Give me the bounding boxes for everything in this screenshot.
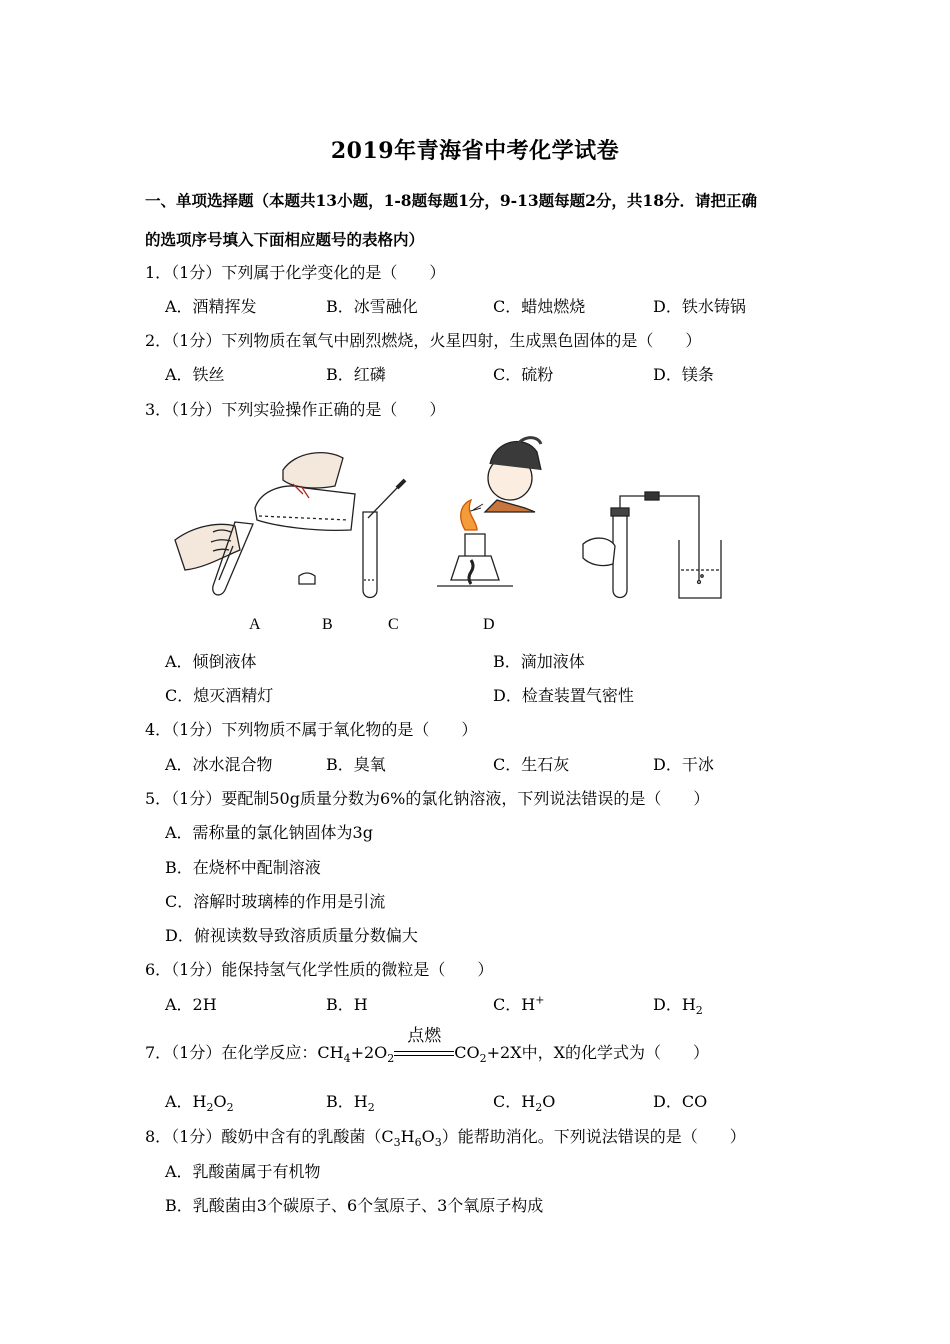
q7-option-c: C．$H_2O$ bbox=[493, 1092, 556, 1115]
figure-label-a: A bbox=[249, 616, 261, 633]
question-8-stem: 8．（1分）酸奶中含有的乳酸菌$(C_3H_6O_3)$能帮助消化。下列说法错误的是（ ） bbox=[145, 1127, 746, 1150]
dropper-illustration bbox=[363, 480, 405, 598]
question-1-stem: 1．（1分）下列属于化学变化的是（ ） bbox=[145, 263, 446, 282]
section-heading-line2: 的选项序号填入下面相应题号的表格内） bbox=[145, 230, 425, 249]
q2-option-c: C．硫粉 bbox=[493, 365, 554, 384]
figure-label-d: D bbox=[483, 616, 495, 633]
q2-option-d: D．镁条 bbox=[653, 365, 714, 384]
q2-option-a: A．铁丝 bbox=[165, 365, 225, 384]
q1-option-a: A．酒精挥发 bbox=[165, 297, 257, 316]
q3-option-b: B．滴加液体 bbox=[493, 652, 585, 671]
q5-option-b: B．在烧杯中配制溶液 bbox=[165, 858, 321, 877]
q6-option-c: C．H+ bbox=[493, 993, 545, 1014]
q1-option-c: C．蜡烛燃烧 bbox=[493, 297, 586, 316]
q4-option-d: D．干冰 bbox=[653, 755, 714, 774]
q5-option-c: C．溶解时玻璃棒的作用是引流 bbox=[165, 892, 386, 911]
q4-option-a: A．冰水混合物 bbox=[165, 755, 273, 774]
q7-option-d: D．CO bbox=[653, 1092, 708, 1111]
q6-option-b: B．H bbox=[326, 995, 368, 1014]
lab-operations-figure bbox=[165, 430, 735, 610]
q8-option-a: A．乳酸菌属于有机物 bbox=[165, 1162, 321, 1181]
question-7-stem: 7．（1分）在化学反应：$CH_4+2O_2$ 点燃 $CO_2+2X$中，X的化学式为（ ） bbox=[145, 1040, 709, 1065]
blowing-lamp-illustration bbox=[437, 438, 541, 586]
q2-option-b: B．红磷 bbox=[326, 365, 386, 384]
q3-option-a: A．倾倒液体 bbox=[165, 652, 257, 671]
reaction-condition-arrow bbox=[394, 1026, 454, 1062]
q5-option-d: D．俯视读数导致溶质质量分数偏大 bbox=[165, 926, 418, 945]
reaction-condition-label: 点燃 bbox=[407, 1026, 442, 1046]
q3-option-c: C．熄灭酒精灯 bbox=[165, 686, 274, 705]
q7-option-a: A．$H_2O_2$ bbox=[165, 1092, 234, 1115]
question-5-stem: 5．（1分）要配制50g质量分数为6%的氯化钠溶液，下列说法错误的是（ ） bbox=[145, 789, 710, 808]
question-6-stem: 6．（1分）能保持氢气化学性质的微粒是（ ） bbox=[145, 960, 494, 979]
airtightness-check-illustration bbox=[583, 492, 721, 598]
q6-option-a: A．2H bbox=[165, 995, 217, 1014]
question-3-stem: 3．（1分）下列实验操作正确的是（ ） bbox=[145, 400, 446, 419]
question-2-stem: 2．（1分）下列物质在氧气中剧烈燃烧，火星四射，生成黑色固体的是（ ） bbox=[145, 331, 702, 350]
q5-option-a: A．需称量的氯化钠固体为3g bbox=[165, 823, 373, 842]
page-title: 2019年青海省中考化学试卷 bbox=[330, 138, 620, 164]
q3-option-d: D．检查装置气密性 bbox=[493, 686, 634, 705]
q4-option-b: B．臭氧 bbox=[326, 755, 386, 774]
pouring-liquid-illustration bbox=[175, 453, 355, 595]
q8-option-b: B．乳酸菌由3个碳原子、6个氢原子、3个氧原子构成 bbox=[165, 1196, 544, 1215]
figure-label-b: B bbox=[322, 616, 333, 633]
q6-option-d: D．$H_2$ bbox=[653, 995, 703, 1018]
q4-option-c: C．生石灰 bbox=[493, 755, 570, 774]
section-heading-line1: 一、单项选择题（本题共13小题，1-8题每题1分，9-13题每题2分，共18分．请把正确 bbox=[145, 191, 758, 210]
question-4-stem: 4．（1分）下列物质不属于氧化物的是（ ） bbox=[145, 720, 478, 739]
q1-option-b: B．冰雪融化 bbox=[326, 297, 418, 316]
q1-option-d: D．铁水铸锅 bbox=[653, 297, 746, 316]
figure-label-c: C bbox=[388, 616, 399, 633]
q7-option-b: B．$H_2$ bbox=[326, 1092, 375, 1115]
